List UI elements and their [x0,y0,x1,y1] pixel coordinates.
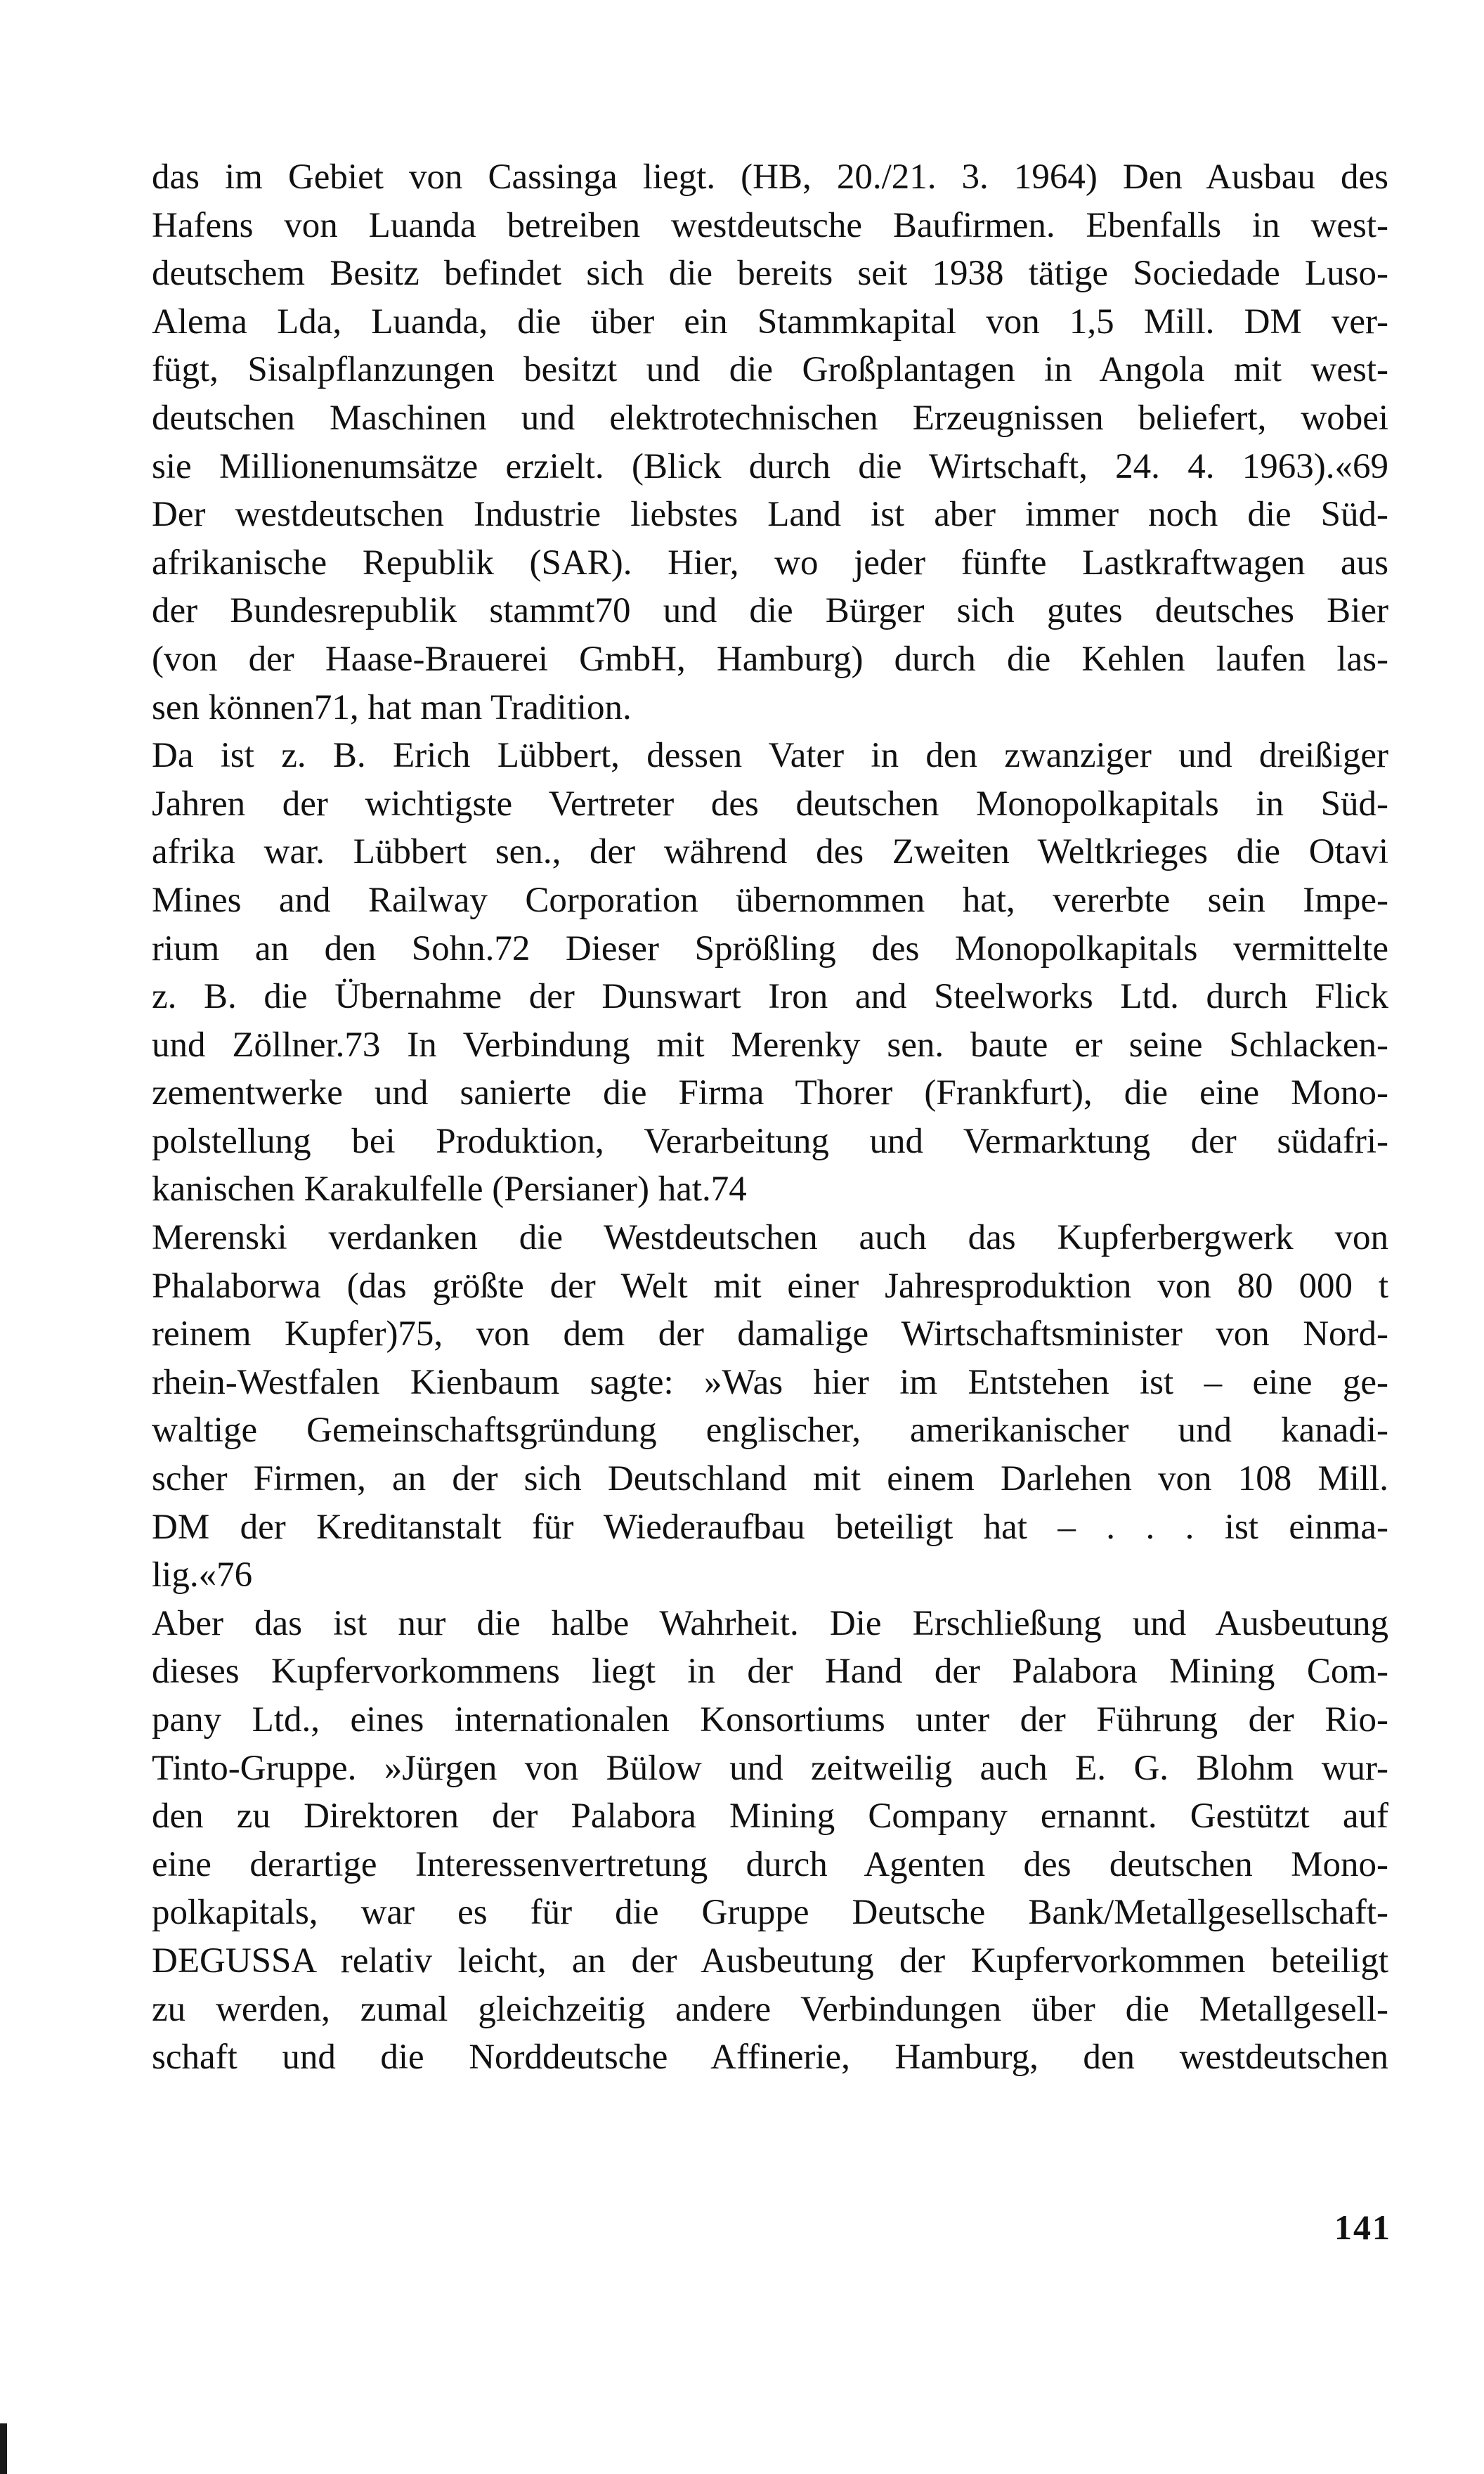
text-line: deutschen Maschinen und elektrotechnischen Erzeugnissen beliefert, wobei [152,398,1388,438]
body-text [152,153,1388,2082]
text-line: Merenski verdanken die Westdeutschen auch das Kupferbergwerk von [152,1218,1388,1258]
text-line: waltige Gemeinschaftsgründung englischer, amerikanischer und kanadi- [152,1411,1388,1451]
text-line: dieses Kupfervorkommens liegt in der Hand der Palabora Mining Com- [152,1652,1388,1692]
text-line: eine derartige Interessenvertretung durch Agenten des deutschen Mono- [152,1844,1388,1884]
text-line: Tinto-Gruppe. »Jürgen von Bülow und zeitweilig auch E. G. Blohm wur- [152,1748,1388,1788]
text-line: zementwerke und sanierte die Firma Thorer (Frankfurt), die eine Mono- [152,1073,1388,1113]
text-line: polkapitals, war es für die Gruppe Deutsche Bank/Metallgesellschaft- [152,1893,1388,1933]
text-line: z. B. die Übernahme der Dunswart Iron and Steelworks Ltd. durch Flick [152,977,1388,1017]
text-line: rhein-Westfalen Kienbaum sagte: »Was hier im Entstehen ist – eine ge- [152,1362,1388,1402]
text-line: Da ist z. B. Erich Lübbert, dessen Vater in den zwanziger und dreißiger [152,736,1388,776]
text-line: Alema Lda, Luanda, die über ein Stammkapital von 1,5 Mill. DM ver- [152,302,1388,342]
text-line: zu werden, zumal gleichzeitig andere Verbindungen über die Metallgesell- [152,1989,1388,2029]
text-line: (von der Haase-Brauerei GmbH, Hamburg) durch die Kehlen laufen las- [152,639,1388,679]
text-line: schaft und die Norddeutsche Affinerie, Hamburg, den westdeutschen [152,2038,1388,2078]
text-line: das im Gebiet von Cassinga liegt. (HB, 20./21. 3. 1964) Den Ausbau des [152,157,1388,197]
text-line: DEGUSSA relativ leicht, an der Ausbeutung der Kupfervorkommen beteiligt [152,1941,1388,1981]
scan-edge-mark [0,2423,7,2474]
text-line: Hafens von Luanda betreiben westdeutsche Baufirmen. Ebenfalls in west- [152,205,1388,245]
text-line: deutschem Besitz befindet sich die bereits seit 1938 tätige Sociedade Luso- [152,254,1388,294]
text-line: und Zöllner.73 In Verbindung mit Merenky sen. baute er seine Schlacken- [152,1025,1388,1065]
text-line: sen können71, hat man Tradition. [152,687,632,727]
text-line: polstellung bei Produktion, Verarbeitung und Vermarktung der südafri- [152,1121,1388,1161]
text-line: kanischen Karakulfelle (Persianer) hat.74 [152,1170,747,1210]
text-line: afrikanische Republik (SAR). Hier, wo jeder fünfte Lastkraftwagen aus [152,543,1388,583]
text-line: Mines and Railway Corporation übernommen hat, vererbte sein Impe- [152,880,1388,920]
text-line: den zu Direktoren der Palabora Mining Company ernannt. Gestützt auf [152,1796,1388,1837]
text-line: Jahren der wichtigste Vertreter des deutschen Monopolkapitals in Süd- [152,784,1388,824]
text-line: Der westdeutschen Industrie liebstes Land ist aber immer noch die Süd- [152,495,1388,535]
text-line: sie Millionenumsätze erzielt. (Blick durch die Wirtschaft, 24. 4. 1963).«69 [152,446,1388,486]
text-line: rium an den Sohn.72 Dieser Sprößling des Monopolkapitals vermittelte [152,928,1388,969]
text-line: pany Ltd., eines internationalen Konsortiums unter der Führung der Rio- [152,1700,1388,1740]
text-line: DM der Kreditanstalt für Wiederaufbau beteiligt hat – . . . ist einma- [152,1507,1388,1547]
text-line: scher Firmen, an der sich Deutschland mit einem Darlehen von 108 Mill. [152,1459,1388,1499]
text-line: Aber das ist nur die halbe Wahrheit. Die Erschließung und Ausbeutung [152,1603,1388,1643]
page-number: 141 [1334,2208,1391,2247]
text-line: afrika war. Lübbert sen., der während des Zweiten Weltkrieges die Otavi [152,832,1388,872]
text-line: fügt, Sisalpflanzungen besitzt und die Großplantagen in Angola mit west- [152,350,1388,390]
text-line: reinem Kupfer)75, von dem der damalige Wirtschaftsminister von Nord- [152,1314,1388,1354]
text-line: Phalaborwa (das größte der Welt mit einer Jahresproduktion von 80 000 t [152,1266,1388,1306]
text-line: der Bundesrepublik stammt70 und die Bürger sich gutes deutsches Bier [152,591,1388,631]
text-line: lig.«76 [152,1555,253,1595]
